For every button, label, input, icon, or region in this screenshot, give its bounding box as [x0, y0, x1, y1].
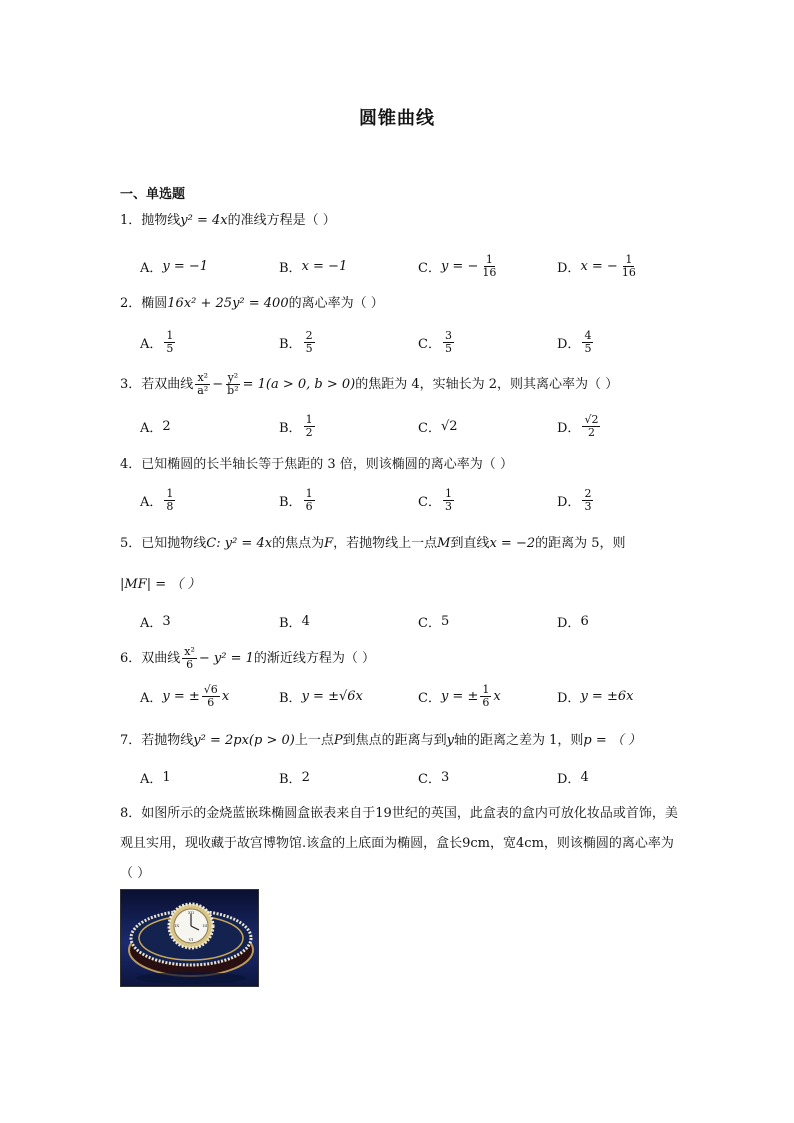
q1-option-a[interactable]: A． y = −1 [140, 259, 209, 276]
q4-option-a[interactable]: A． $\frac{1}{8}$ [140, 487, 174, 513]
q3-option-c[interactable]: C． √2 [418, 419, 458, 436]
question-5-cont: |MF| = （ ） [120, 577, 201, 592]
q7-option-b[interactable]: B． 2 [279, 770, 310, 787]
question-8: 8．如图所示的金烧蓝嵌珠椭圆盒嵌表来自于19世纪的英国，此盒表的盒内可放化妆品或首饰，美观且实用，现收藏于故宫博物馆.该盒的上底面为椭圆，盒长9cm，宽4cm，则该椭圆的离心率为（ ） [120, 806, 678, 881]
q6-option-a[interactable]: A． y = ± $\frac{√6}{6}$ x [140, 683, 230, 709]
page-title: 圆锥曲线 [359, 108, 435, 129]
q7-option-a[interactable]: A． 1 [140, 770, 171, 787]
question-3: 3．若双曲线 $\frac{\text{x²}}{\text{a²}}$ − $\frac{\text{y²}}{\text{b²}}$ = 1(a > 0, b > 0) 的焦距为 4，实轴长为 2，则其离心率为（ ） [120, 371, 619, 397]
q3-option-a[interactable]: A． 2 [140, 419, 171, 436]
q6-option-c[interactable]: C． y = ± $\frac{1}{6}$ x [418, 683, 501, 709]
q3-option-d[interactable]: D． $\frac{√2}{2}$ [557, 413, 599, 439]
svg-text:XII: XII [187, 910, 195, 915]
svg-text:IX: IX [174, 923, 180, 928]
q6-options [140, 684, 696, 709]
q2-option-c[interactable]: C． $\frac{3}{5}$ [418, 329, 452, 355]
q2-equation: 16x² + 25y² = 400 [167, 296, 289, 311]
q5-options [140, 612, 696, 631]
svg-text:VI: VI [188, 937, 194, 942]
q1-stem-end: 的准线方程是（ ） [227, 213, 336, 228]
q2-option-a[interactable]: A． $\frac{1}{5}$ [140, 329, 174, 355]
q7-option-d[interactable]: D． 4 [557, 770, 589, 787]
section-heading: 一、单选题 [120, 187, 186, 202]
watch-box-illustration [121, 890, 258, 986]
q7-option-c[interactable]: C． 3 [418, 770, 450, 787]
q3-option-b[interactable]: B． $\frac{1}{2}$ [279, 413, 313, 439]
question-4: 4．已知椭圆的长半轴长等于焦距的 3 倍，则该椭圆的离心率为（ ） [120, 457, 513, 472]
q1-option-b[interactable]: B． x = −1 [279, 259, 348, 276]
q4-option-b[interactable]: B． $\frac{1}{6}$ [279, 487, 313, 513]
q1-equation: y² = 4x [180, 213, 228, 228]
watch-box-photo [120, 889, 259, 987]
question-6: 6．双曲线 $\frac{\text{x²}}{6}$ − y² = 1 的渐近线方程为（ ） [120, 645, 376, 671]
question-1 [120, 211, 336, 231]
q1-stem: 1．抛物线 [120, 213, 181, 228]
q2-options [140, 330, 696, 355]
question-2: 2．椭圆16x² + 25y² = 400的离心率为（ ） [120, 296, 384, 311]
question-5: 5．已知抛物线C: y² = 4x的焦点为F，若抛物线上一点M到直线x = −2的距离为 5，则 [120, 536, 626, 551]
q6-option-d[interactable]: D． y = ±6x [557, 689, 634, 706]
q1-option-c[interactable]: C． y = − $\frac{1}{16}$ [418, 253, 497, 279]
q5-option-c[interactable]: C． 5 [418, 614, 450, 631]
question-7: 7．若抛物线y² = 2px(p > 0)上一点P到焦点的距离与到y轴的距离之差为 1，则p = （ ） [120, 733, 641, 748]
q4-options [140, 488, 696, 513]
q1-options [140, 254, 696, 279]
q6-option-b[interactable]: B． y = ±√6x [279, 689, 363, 706]
q2-option-b[interactable]: B． $\frac{2}{5}$ [279, 329, 313, 355]
q3-options [140, 414, 696, 439]
q7-options [140, 768, 696, 787]
q1-option-d[interactable]: D． x = − $\frac{1}{16}$ [557, 253, 636, 279]
svg-text:III: III [202, 923, 208, 928]
q4-option-c[interactable]: C． $\frac{1}{3}$ [418, 487, 452, 513]
q5-option-d[interactable]: D． 6 [557, 614, 589, 631]
q5-option-b[interactable]: B． 4 [279, 614, 310, 631]
q4-option-d[interactable]: D． $\frac{2}{3}$ [557, 487, 592, 513]
q2-option-d[interactable]: D． $\frac{4}{5}$ [557, 329, 592, 355]
q5-option-a[interactable]: A． 3 [140, 614, 171, 631]
